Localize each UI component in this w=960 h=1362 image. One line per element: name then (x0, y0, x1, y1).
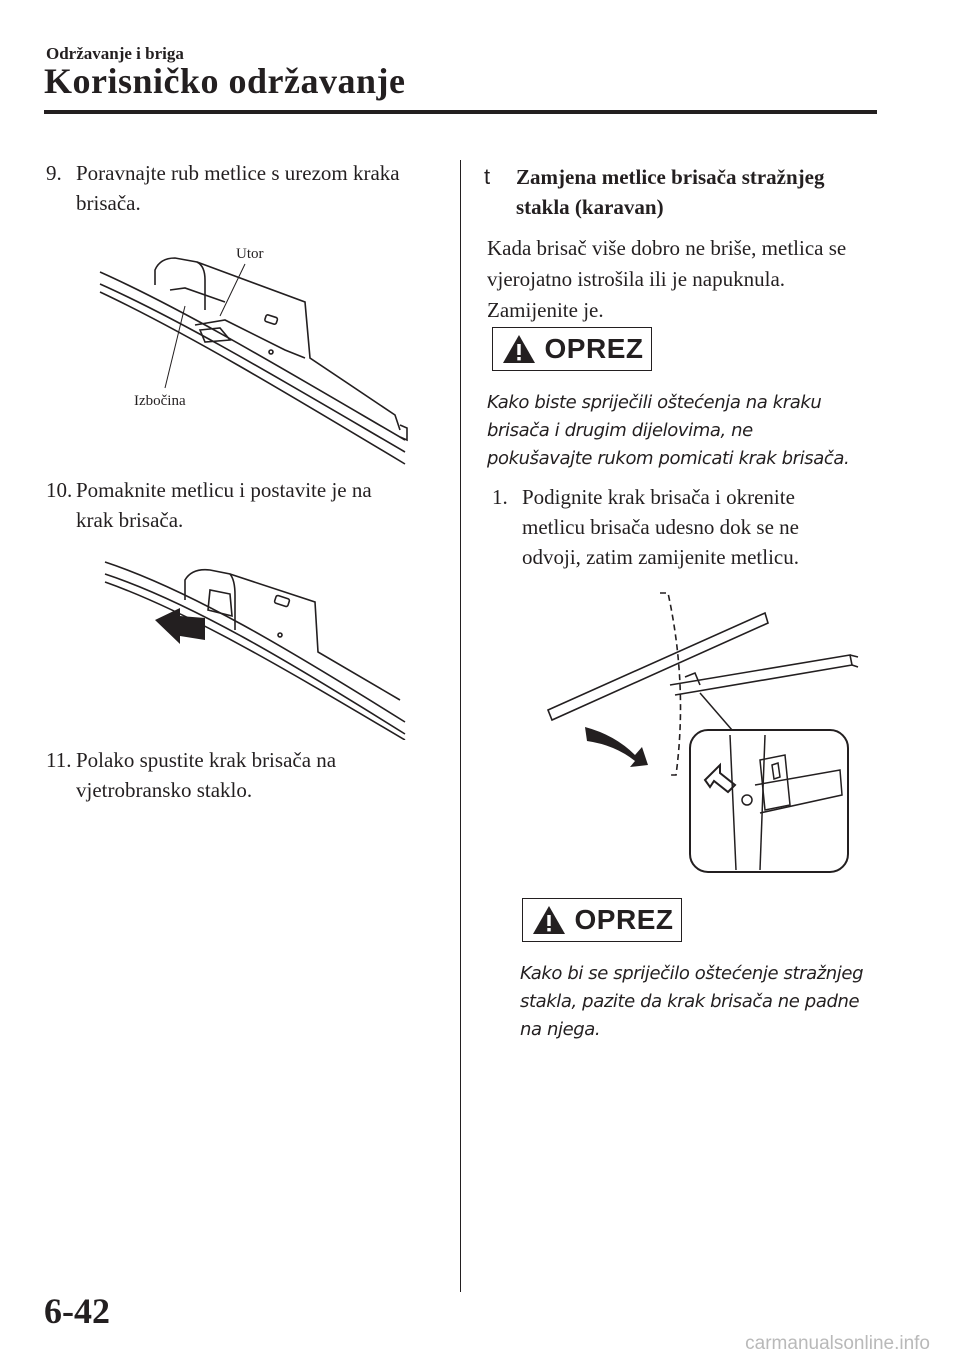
label-groove: Utor (236, 246, 264, 262)
step-text: Polako spustite krak brisača na (76, 748, 337, 772)
subheading-line: Zamjena metlice brisača stražnjeg (516, 165, 825, 189)
caution-badge (522, 898, 682, 942)
page-number: 6-42 (44, 1291, 110, 1331)
section-kicker: Održavanje i briga (46, 44, 184, 63)
caution-text: Kako bi se spriječilo oštećenje stražnjeg (520, 963, 864, 984)
warning-triangle-icon (501, 333, 537, 365)
step-11 (46, 745, 446, 805)
watermark: carmanualsonline.info (745, 1333, 930, 1354)
step-text: Pomaknite metlicu i postavite je na (76, 478, 372, 502)
label-bump: Izbočina (134, 393, 186, 409)
step-10 (46, 475, 446, 535)
step-number: 1. (492, 485, 508, 509)
caution-text: pokušavajte rukom pomicati krak brisača. (487, 448, 850, 469)
warning-triangle-icon (531, 904, 567, 936)
page-title: Korisničko održavanje (44, 61, 406, 101)
step-text: krak brisača. (76, 508, 184, 532)
rotate-arrow-icon (585, 727, 648, 767)
bullet-marker: t (484, 164, 491, 189)
caution-text: stakla, pazite da krak brisača ne padne (520, 991, 860, 1012)
step-text: brisača. (76, 191, 141, 215)
step-text: Podignite krak brisača i okrenite (522, 485, 795, 509)
caution-badge (492, 327, 652, 371)
intro-line: Kada brisač više dobro ne briše, metlica se (487, 236, 847, 260)
subheading-line: stakla (karavan) (516, 195, 664, 219)
caution-text: Kako biste spriječili oštećenja na kraku (487, 392, 822, 413)
title-rule (44, 110, 877, 114)
step-text: Poravnajte rub metlice s urezom kraka (76, 161, 400, 185)
wiper-alignment-figure (95, 240, 415, 470)
step-text: metlicu brisača udesno dok se ne (522, 515, 799, 539)
column-divider (460, 160, 461, 1292)
caution-label: OPREZ (544, 333, 644, 364)
step-text: odvoji, zatim zamijenite metlicu. (522, 545, 799, 569)
step-1 (492, 482, 872, 574)
intro-line: vjerojatno istrošila ili je napuknula. (487, 267, 786, 291)
step-number: 9. (46, 161, 62, 185)
intro-line: Zamijenite je. (487, 298, 604, 322)
caution-label: OPREZ (574, 904, 674, 935)
step-number: 11. (46, 748, 72, 772)
step-9 (46, 158, 446, 218)
rear-wiper-figure (540, 585, 860, 880)
caution-text: brisača i drugim dijelovima, ne (487, 420, 753, 441)
wiper-attach-figure (100, 550, 410, 740)
step-number: 10. (46, 478, 73, 502)
step-text: vjetrobransko staklo. (76, 778, 253, 802)
caution-text: na njega. (520, 1019, 601, 1040)
subsection-heading (484, 162, 490, 192)
